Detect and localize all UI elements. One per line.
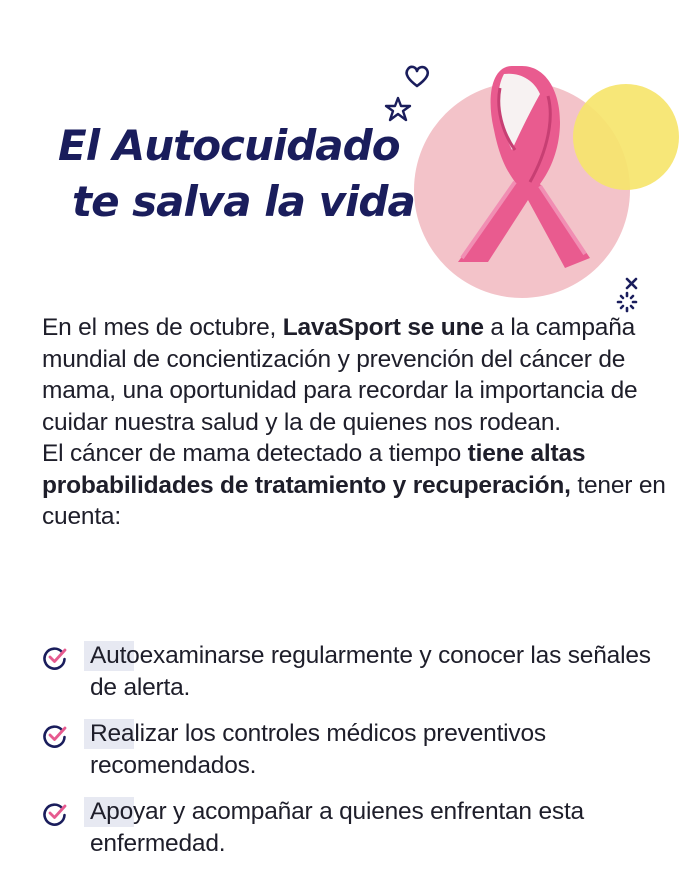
intro-paragraph-1 (42, 312, 672, 438)
yellow-circle (573, 84, 679, 190)
list-item (42, 718, 662, 782)
intro-p2-bold: tiene altas probabilidades de tratamiento y recuperación, (42, 440, 586, 499)
tip-text: Apoyar y acompañar a quienes enfrentan esta enfermedad. (90, 798, 584, 857)
check-circle-icon (42, 723, 68, 749)
intro-text (42, 312, 672, 533)
title-line-2: te salva la vida (72, 177, 415, 226)
sparkle-icon (618, 279, 636, 311)
star-icon (386, 98, 410, 120)
heart-icon (407, 67, 428, 86)
intro-p1-text-b: a la campaña mundial de concientización y prevención del cáncer de mama, una oportunidad para recordar la importancia de cuidar nuestra salud y la de quienes nos rodean. (42, 314, 638, 436)
intro-paragraph-2 (42, 438, 672, 533)
check-circle-icon (42, 645, 68, 671)
intro-p1-text-a: En el mes de octubre, (42, 314, 283, 341)
check-circle-icon (42, 801, 68, 827)
list-item (42, 640, 662, 704)
tips-list (42, 640, 662, 874)
tip-text: Autoexaminarse regularmente y conocer las señales de alerta. (90, 642, 651, 701)
list-item (42, 796, 662, 860)
intro-p1-bold: LavaSport se une (282, 314, 484, 341)
title-line-1: El Autocuidado (58, 121, 400, 170)
intro-p2-text-a: El cáncer de mama detectado a tiempo (42, 440, 468, 467)
page-title (58, 118, 415, 230)
intro-p2-text-b: tener en cuenta: (42, 471, 666, 530)
tip-text: Realizar los controles médicos preventivos recomendados. (90, 720, 546, 779)
